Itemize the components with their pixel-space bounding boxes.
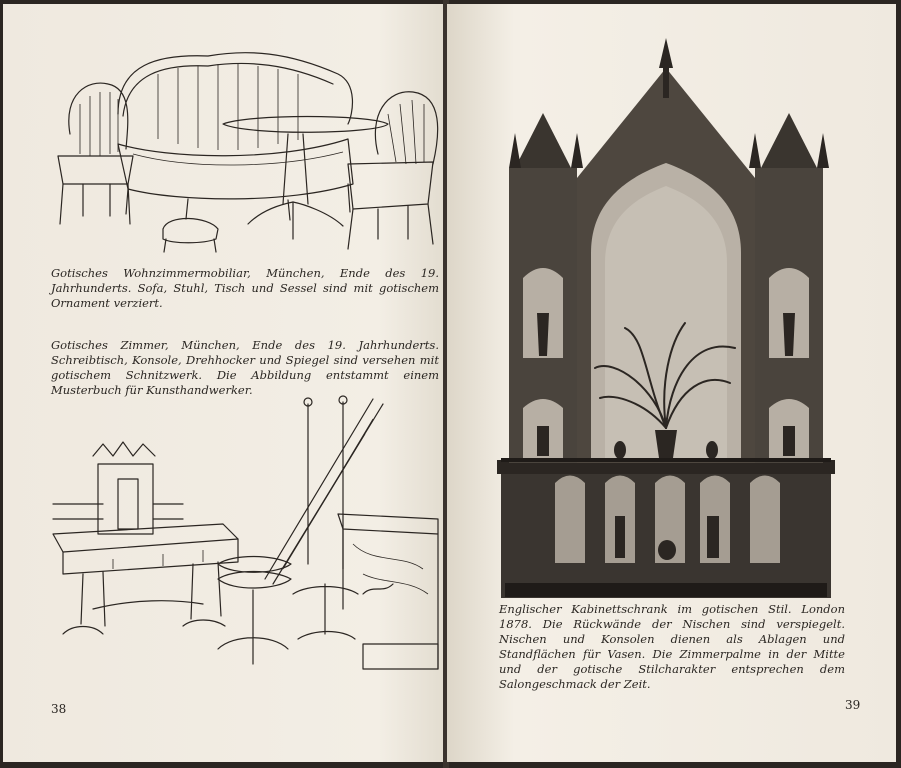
gothic-cabinet-illustration	[495, 38, 837, 600]
caption-living-room: Gotisches Wohnzimmermobiliar, München, Ende des 19. Jahrhunderts. Sofa, Stuhl, Tisch und Sessel sind mit gotischem Ornament verziert.	[51, 266, 439, 310]
page-number-left: 38	[51, 702, 67, 716]
right-page	[447, 4, 896, 762]
living-room-furniture-illustration	[48, 44, 443, 259]
caption-cabinet: Englischer Kabinettschrank im gotischen Stil. London 1878. Die Rückwände der Nischen sind verspiegelt. Nischen und Konsolen dienen als Ablagen und Standflächen für Vasen. Die Zimmerpalme in der Mitte und der gotische Stilcharakter entsprechen dem Salongeschmack der Zeit.	[499, 602, 845, 691]
caption-gothic-room: Gotisches Zimmer, München, Ende des 19. Jahrhunderts. Schreibtisch, Konsole, Drehhocker und Spiegel sind versehen mit gotischem Schnitzwerk. Die Abbildung entstammt einem Musterbuch für Kunsthandwerker.	[51, 338, 439, 397]
left-page	[3, 4, 446, 762]
gothic-room-furniture-illustration	[43, 394, 443, 679]
page-number-right: 39	[845, 698, 861, 712]
